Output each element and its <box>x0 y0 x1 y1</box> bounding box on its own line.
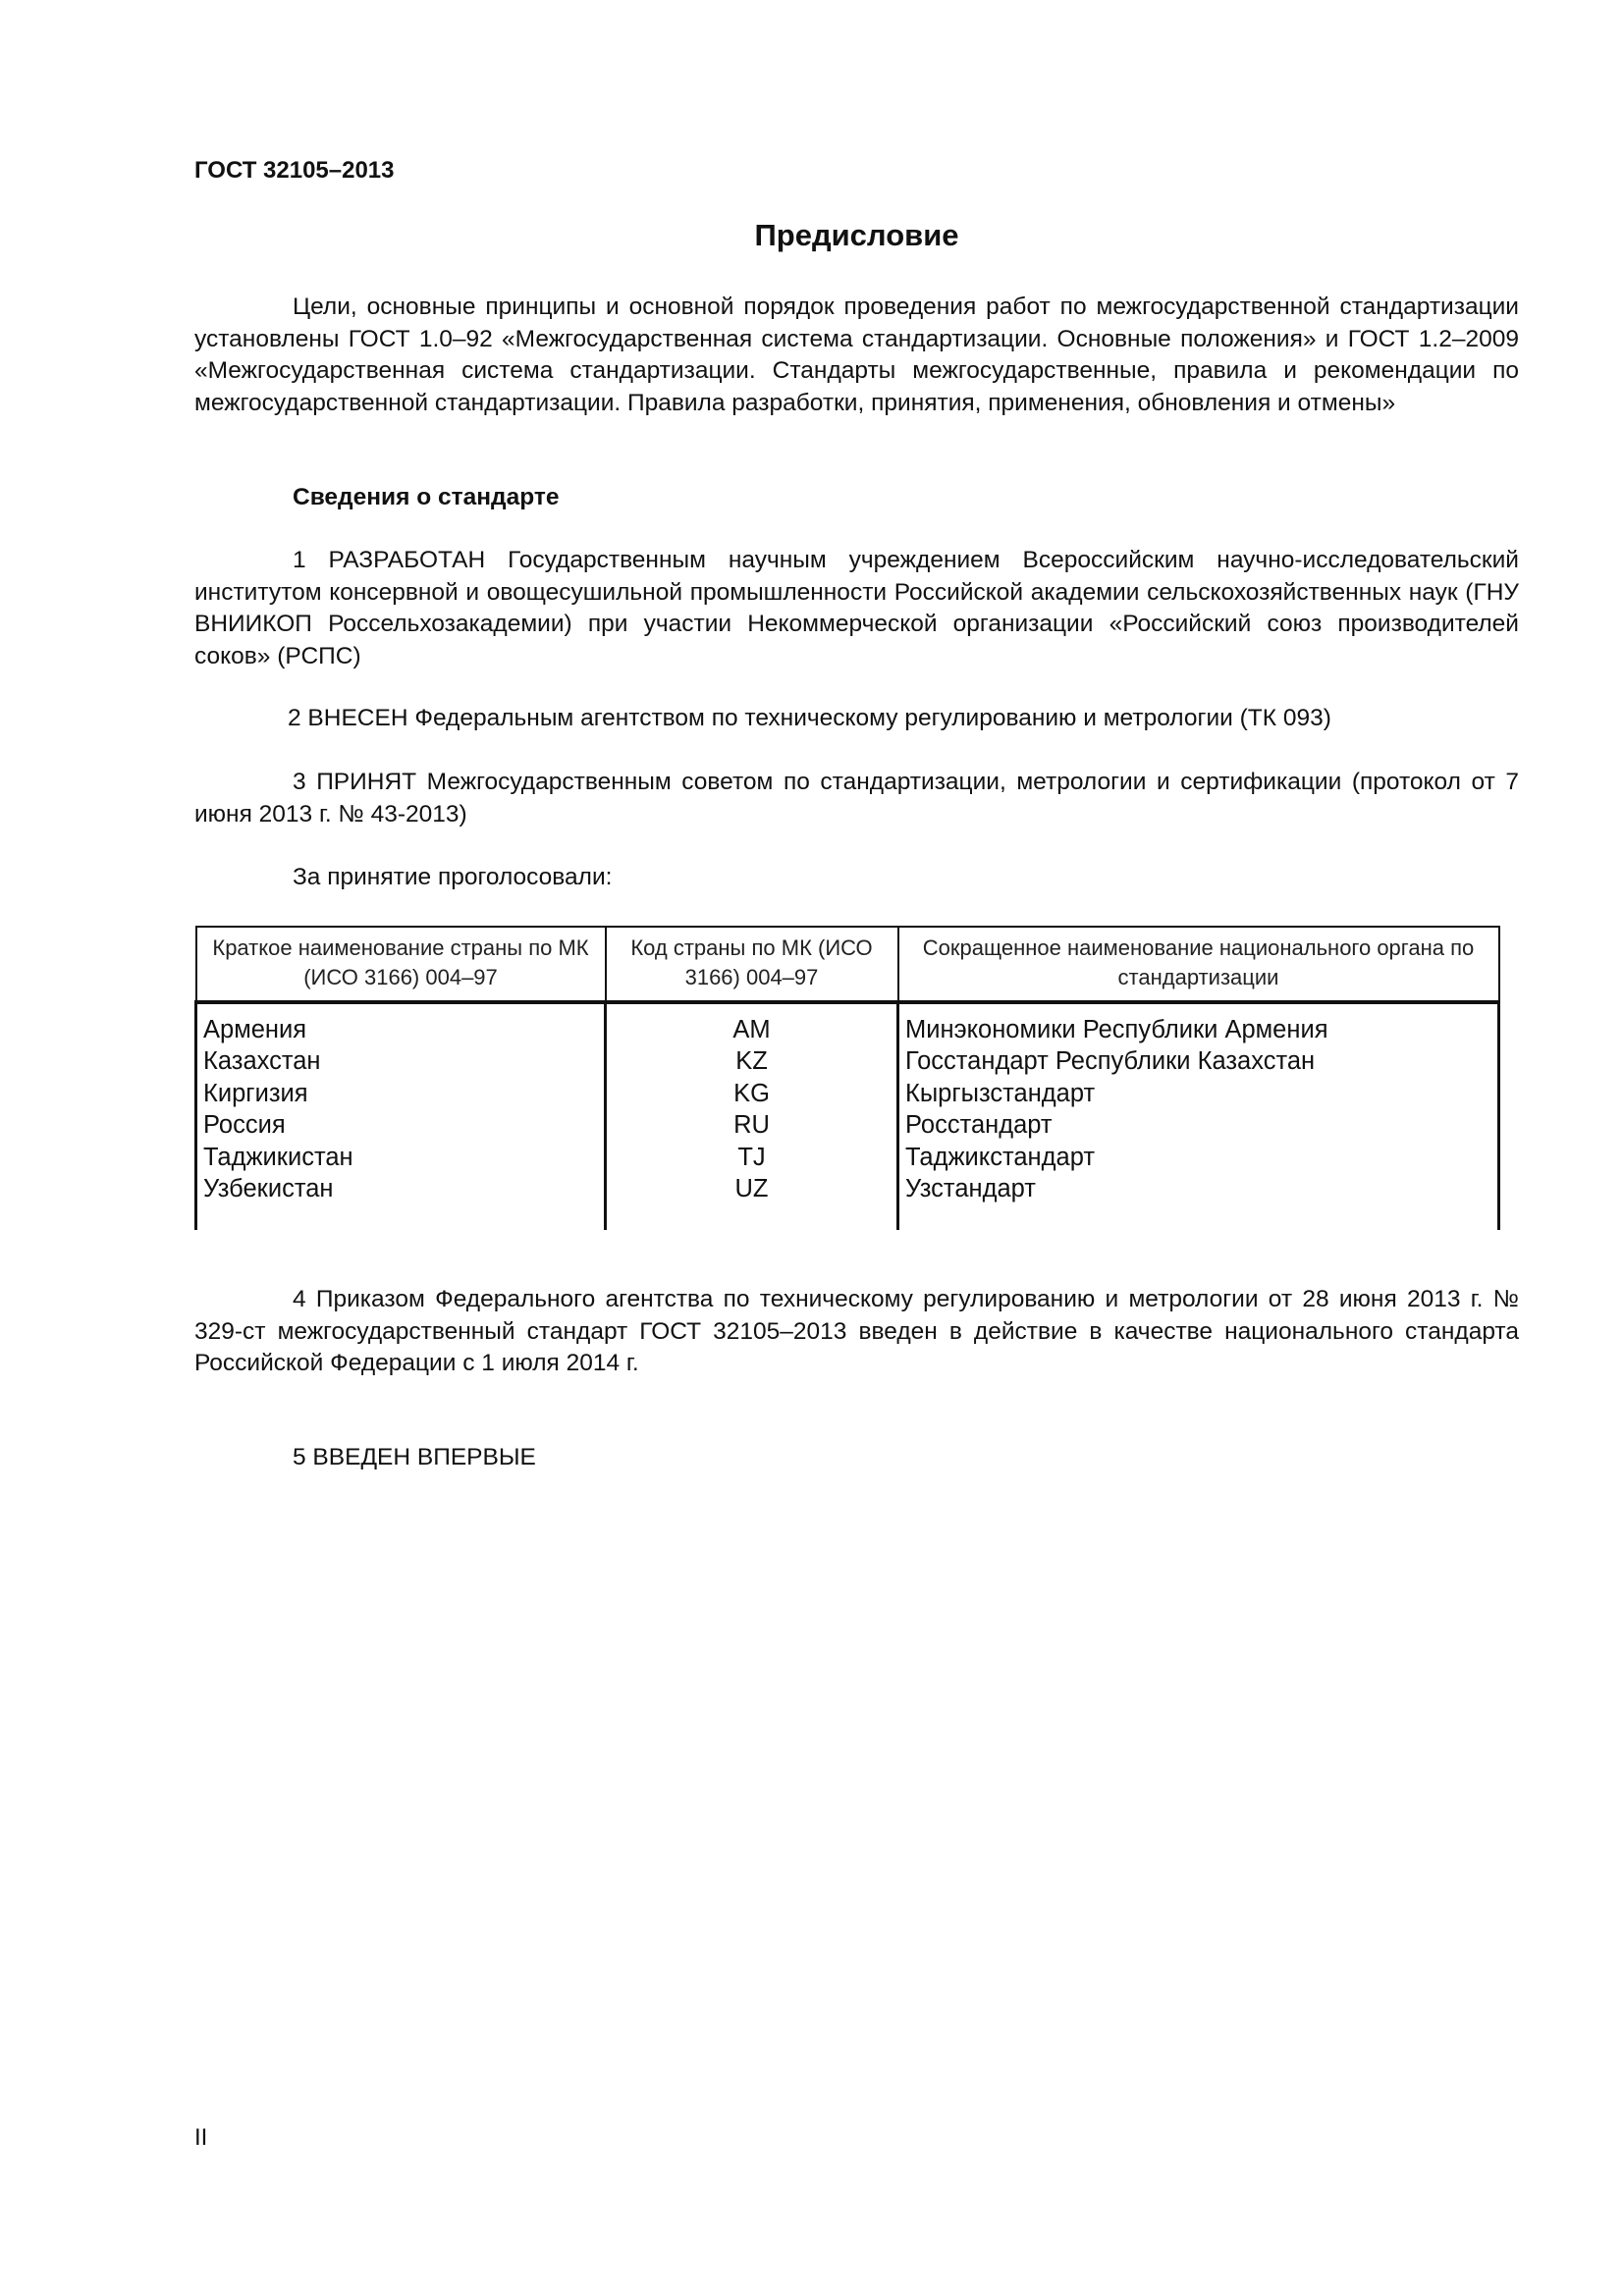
page-title: Предисловие <box>754 218 959 252</box>
cell-body: Минэкономики Республики Армения <box>898 1002 1499 1045</box>
item-3: 3 ПРИНЯТ Межгосударственным советом по стандартизации, метрологии и сертификации (протокол от 7 июня 2013 г. № 43-2013) <box>194 769 1519 828</box>
cell-code: TJ <box>606 1142 898 1173</box>
voted-label: За принятие проголосовали: <box>293 864 613 890</box>
table-row <box>196 1173 1499 1230</box>
table-header-row <box>196 927 1499 1002</box>
cell-body: Узстандарт <box>898 1173 1499 1230</box>
cell-body: Госстандарт Республики Казахстан <box>898 1045 1499 1077</box>
table-row <box>196 1142 1499 1173</box>
cell-code: KZ <box>606 1045 898 1077</box>
section-heading: Сведения о стандарте <box>293 484 560 510</box>
document-header: ГОСТ 32105–2013 <box>194 157 395 184</box>
cell-country: Таджикистан <box>196 1142 606 1173</box>
item-1: 1 РАЗРАБОТАН Государственным научным учреждением Всероссийским научно-исследовательский институтом консервной и овощесушильной промышленности Российской академии сельскохозяйственных наук (ГНУ ВНИИКОП Россельхозакадемии) при участии Некоммерческой организации «Российский союз производителей соков» (РСПС) <box>194 547 1519 669</box>
table-row <box>196 1078 1499 1109</box>
cell-code: RU <box>606 1109 898 1141</box>
voting-table <box>194 926 1500 1230</box>
item-4: 4 Приказом Федерального агентства по техническому регулированию и метрологии от 28 июня 2013 г. № 329-ст межгосударственный стандарт ГОСТ 32105–2013 введен в действие в качестве национального стандарта Российской Федерации с 1 июля 2014 г. <box>194 1286 1519 1376</box>
table-row <box>196 1109 1499 1141</box>
header-country: Краткое наименование страны по МК (ИСО 3166) 004–97 <box>196 927 606 1002</box>
cell-body: Кыргызстандарт <box>898 1078 1499 1109</box>
cell-body: Росстандарт <box>898 1109 1499 1141</box>
cell-code: AM <box>606 1002 898 1045</box>
table-row <box>196 1002 1499 1045</box>
page-number: II <box>194 2124 208 2151</box>
header-code: Код страны по МК (ИСО 3166) 004–97 <box>606 927 898 1002</box>
cell-country: Узбекистан <box>196 1173 606 1230</box>
item-5: 5 ВВЕДЕН ВПЕРВЫЕ <box>293 1444 536 1470</box>
cell-country: Казахстан <box>196 1045 606 1077</box>
intro-paragraph: Цели, основные принципы и основной порядок проведения работ по межгосударственной стандартизации установлены ГОСТ 1.0–92 «Межгосударственная система стандартизации. Основные положения» и ГОСТ 1.2–2009 «Межгосударственная система стандартизации. Стандарты межгосударственные, правила и рекомендации по межгосударственной стандартизации. Правила разработки, принятия, применения, обновления и отмены» <box>194 294 1519 416</box>
item-2: 2 ВНЕСЕН Федеральным агентством по техническому регулированию и метрологии (ТК 093) <box>288 705 1331 731</box>
cell-country: Армения <box>196 1002 606 1045</box>
cell-code: UZ <box>606 1173 898 1230</box>
cell-body: Таджикстандарт <box>898 1142 1499 1173</box>
header-body: Сокращенное наименование национального органа по стандартизации <box>898 927 1499 1002</box>
cell-country: Россия <box>196 1109 606 1141</box>
cell-country: Киргизия <box>196 1078 606 1109</box>
table-row <box>196 1045 1499 1077</box>
cell-code: KG <box>606 1078 898 1109</box>
